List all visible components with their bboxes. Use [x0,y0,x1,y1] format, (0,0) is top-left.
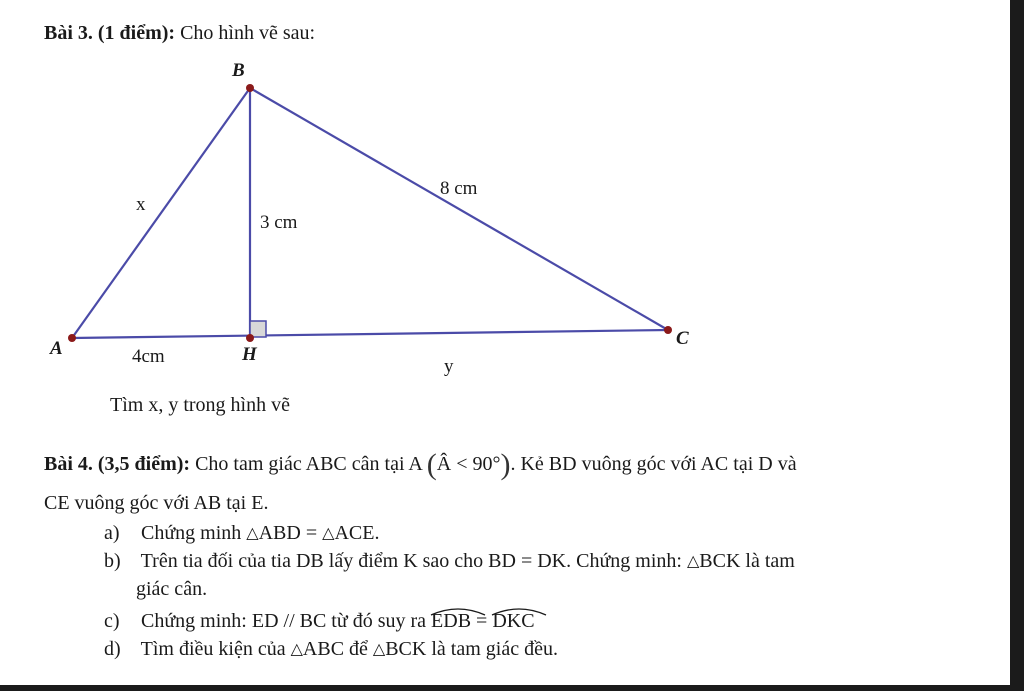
right-angle-marker [250,321,266,337]
label-side-ah: 4cm [132,346,165,367]
label-point-a: A [50,338,63,359]
angle-dkc-text: DKC [492,610,535,632]
equal-sign: = [476,610,488,632]
item-a-math-2: ACE. [334,522,380,544]
segment-ac [72,330,668,338]
arc-dkc [490,606,550,616]
exercise-4-intro-after: . Kẻ BD vuông góc với AC tại D và [510,453,797,475]
exercise-4-heading: Bài 4. (3,5 điểm): [44,453,191,475]
point-h-dot [246,334,254,342]
triangle-symbol: △ [372,641,386,658]
item-d-math-2: BCK là tam giác đều. [385,638,558,660]
item-b-text-1: Trên tia đối của tia DB lấy điểm K sao cho BD = DK. Chứng minh: [140,550,682,572]
exercise-3-heading: Bài 3. (1 điểm): [44,22,176,44]
label-side-bh: 3 cm [260,212,298,233]
exercise-3-caption: Tìm x, y trong hình vẽ [110,394,290,416]
angle-edb-text: EDB [431,610,472,632]
triangle-symbol: △ [686,553,700,570]
item-c-label: c) [104,610,120,632]
item-d [104,638,558,661]
label-side-y: y [444,356,454,377]
item-b [104,550,795,573]
triangle-symbol: △ [290,641,303,658]
angle-dkc [492,610,534,633]
item-b-label: b) [104,550,121,572]
left-paren: ( [426,448,437,481]
point-b-dot [246,84,254,92]
angle-edb [431,610,471,633]
item-b-line-2: giác cân. [136,578,208,600]
exercise-4-line-2: CE vuông góc với AB tại E. [44,492,269,514]
item-c-text: Chứng minh: ED // BC từ đó suy ra [141,610,427,632]
triangle-symbol: △ [246,525,259,542]
exercise-3-intro: Cho hình vẽ sau: [180,22,316,44]
segment-ab [72,88,250,338]
right-paren: ) [500,448,511,481]
item-a-text: Chứng minh [141,522,242,544]
item-a-label: a) [104,522,120,544]
exercise-4-line-1 [44,448,797,482]
item-d-text: Tìm điều kiện của [140,638,286,660]
exercise-4-intro: Cho tam giác ABC cân tại A [195,453,422,475]
item-b-math: BCK là tam [699,550,795,572]
segment-bc [250,88,668,330]
point-a-dot [68,334,76,342]
point-c-dot [664,326,672,334]
angle-a: Â [436,453,452,475]
arc-edb [429,606,489,616]
angle-condition: < 90° [456,453,501,475]
label-point-h: H [242,344,257,365]
item-d-math-1: ABC để [302,638,368,660]
label-side-x: x [136,194,146,215]
item-a-math: ABD = [258,522,323,544]
triangle-symbol: △ [322,525,335,542]
label-side-bc: 8 cm [440,178,478,199]
item-c [104,610,535,633]
item-a [104,522,379,545]
label-point-b: B [232,60,245,81]
label-point-c: C [676,328,689,349]
item-d-label: d) [104,638,121,660]
